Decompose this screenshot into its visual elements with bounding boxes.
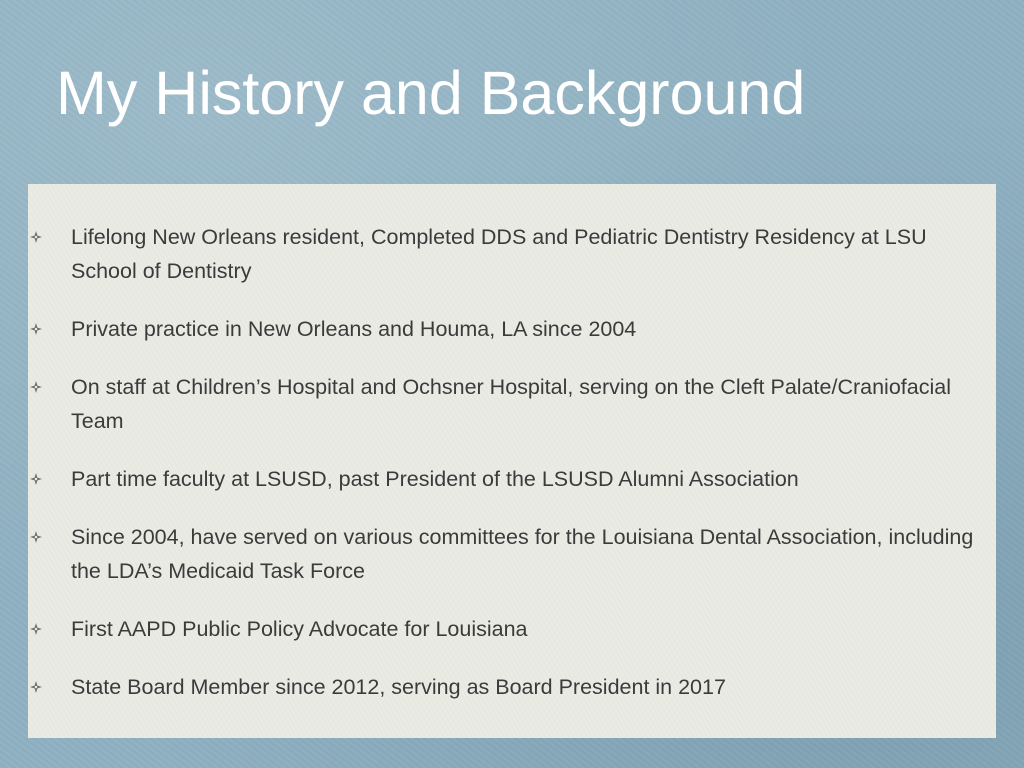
bullet-text: Part time faculty at LSUSD, past President of the LSUSD Alumni Association — [71, 467, 799, 491]
diamond-star-icon — [30, 323, 42, 335]
diamond-star-icon — [30, 231, 42, 243]
bullet-text: On staff at Children’s Hospital and Ochsner Hospital, serving on the Cleft Palate/Craniofacial Team — [71, 375, 951, 433]
diamond-star-icon — [30, 623, 42, 635]
bullet-text: Since 2004, have served on various committees for the Louisiana Dental Association, including the LDA’s Medicaid Task Force — [71, 525, 974, 583]
bullet-item — [28, 370, 996, 438]
bullet-item — [28, 670, 996, 704]
bullet-text: State Board Member since 2012, serving as Board President in 2017 — [71, 675, 726, 699]
slide-title: My History and Background — [56, 59, 806, 127]
bullet-item — [28, 312, 996, 346]
diamond-star-icon — [30, 381, 42, 393]
bullet-list — [28, 220, 996, 728]
bullet-item — [28, 462, 996, 496]
bullet-text: First AAPD Public Policy Advocate for Louisiana — [71, 617, 528, 641]
diamond-star-icon — [30, 473, 42, 485]
diamond-star-icon — [30, 681, 42, 693]
diamond-star-icon — [30, 531, 42, 543]
bullet-item — [28, 612, 996, 646]
bullet-text: Lifelong New Orleans resident, Completed DDS and Pediatric Dentistry Residency at LSU School of Dentistry — [71, 225, 927, 283]
bullet-item — [28, 220, 996, 288]
bullet-item — [28, 520, 996, 588]
content-panel — [28, 184, 996, 738]
bullet-text: Private practice in New Orleans and Houma, LA since 2004 — [71, 317, 637, 341]
